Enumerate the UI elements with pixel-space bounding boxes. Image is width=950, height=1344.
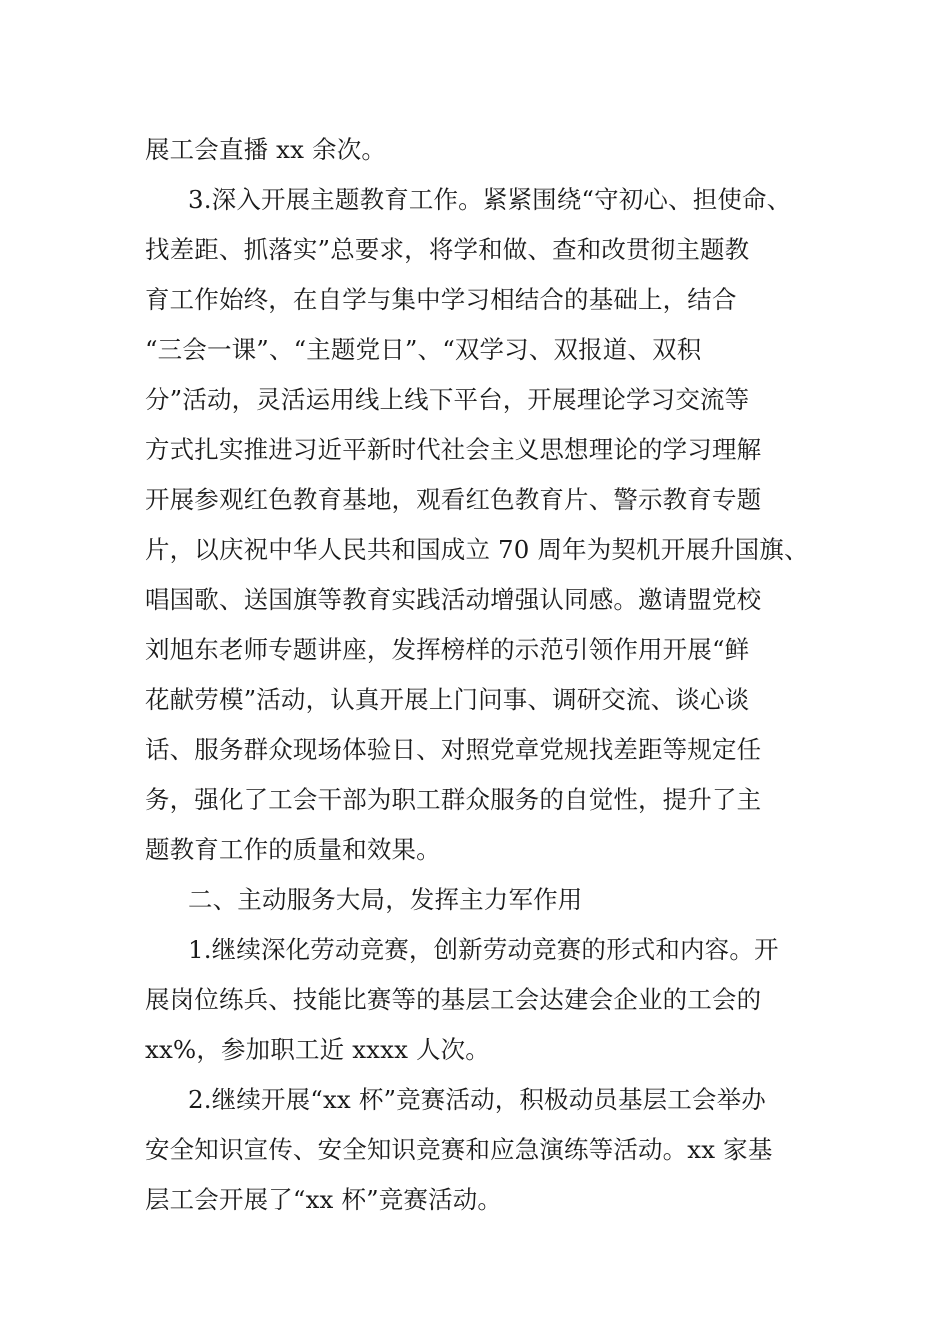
text-line: 题教育工作的质量和效果。	[145, 835, 441, 864]
text-line: 话、服务群众现场体验日、对照党章党规找差距等规定任	[145, 735, 762, 764]
paragraph-first-line: 2.继续开展“xx 杯”竞赛活动，积极动员基层工会举办	[188, 1085, 766, 1114]
text-line: 找差距、抓落实”总要求，将学和做、查和改贯彻主题教	[145, 235, 750, 264]
paragraph-first-line: 1.继续深化劳动竞赛，创新劳动竞赛的形式和内容。开	[188, 935, 779, 964]
text-line: 展工会直播 xx 余次。	[145, 135, 387, 164]
text-line: 层工会开展了“xx 杯”竞赛活动。	[145, 1185, 503, 1214]
text-line: 刘旭东老师专题讲座，发挥榜样的示范引领作用开展“鲜	[145, 635, 750, 664]
text-line: 片，以庆祝中华人民共和国成立 70 周年为契机开展升国旗、	[145, 535, 809, 564]
text-line: 开展参观红色教育基地，观看红色教育片、警示教育专题	[145, 485, 762, 514]
text-line: 安全知识宣传、安全知识竞赛和应急演练等活动。xx 家基	[145, 1135, 773, 1164]
text-line: xx%，参加职工近 xxxx 人次。	[145, 1035, 490, 1064]
text-line: 展岗位练兵、技能比赛等的基层工会达建会企业的工会的	[145, 985, 762, 1014]
text-line: 方式扎实推进习近平新时代社会主义思想理论的学习理解	[145, 435, 762, 464]
text-line: 务，强化了工会干部为职工群众服务的自觉性，提升了主	[145, 785, 762, 814]
text-line: 分”活动，灵活运用线上线下平台，开展理论学习交流等	[145, 385, 750, 414]
text-line: 育工作始终，在自学与集中学习相结合的基础上，结合	[145, 285, 737, 314]
text-line: “三会一课”、“主题党日”、“双学习、双报道、双积	[145, 335, 702, 364]
section-heading: 二、主动服务大局，发挥主力军作用	[188, 885, 583, 914]
text-line: 唱国歌、送国旗等教育实践活动增强认同感。邀请盟党校	[145, 585, 762, 614]
paragraph-first-line: 3.深入开展主题教育工作。紧紧围绕“守初心、担使命、	[188, 185, 792, 214]
text-line: 花献劳模”活动，认真开展上门问事、调研交流、谈心谈	[145, 685, 750, 714]
